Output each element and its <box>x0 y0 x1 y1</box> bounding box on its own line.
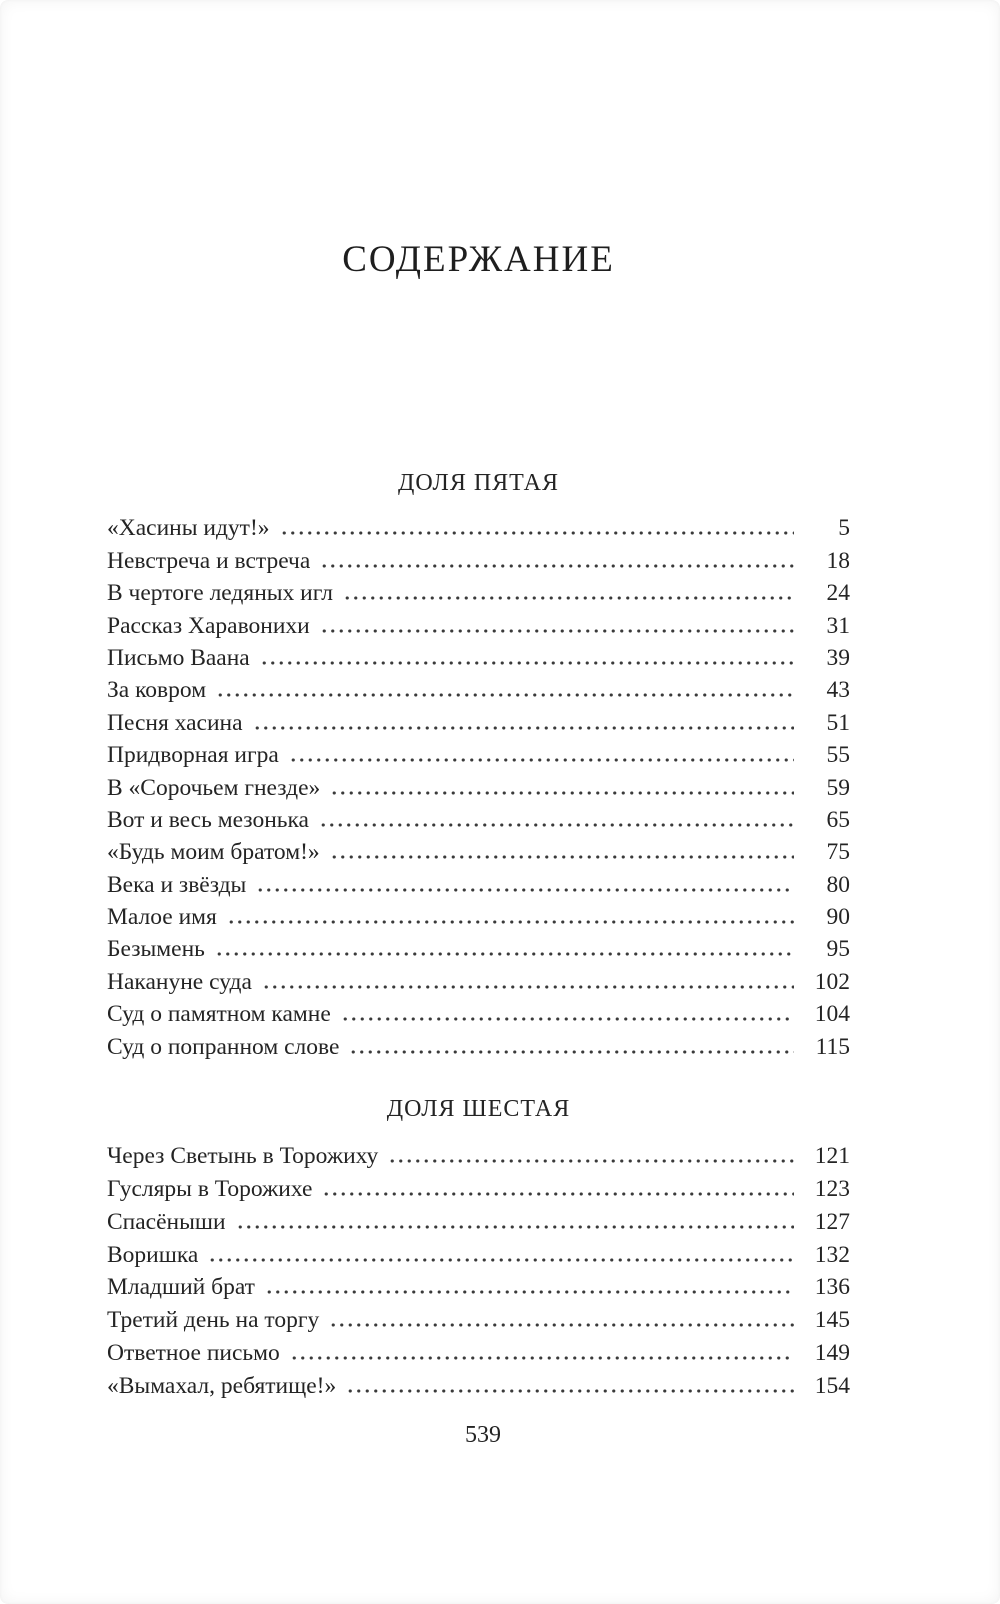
toc-entry-page: 121 <box>814 1142 850 1169</box>
toc-row <box>107 577 850 609</box>
toc-entry-title: Песня хасина <box>107 709 243 736</box>
toc-entry-page: 132 <box>814 1241 850 1268</box>
dot-leader <box>320 562 794 570</box>
toc-entry-title: Придворная игра <box>107 742 279 769</box>
toc-entry-page: 136 <box>814 1274 850 1301</box>
dot-leader <box>216 691 794 699</box>
dot-leader <box>330 853 794 861</box>
toc-entry-title: Века и звёзды <box>107 871 247 898</box>
toc-entry-title: «Будь моим братом!» <box>107 839 320 866</box>
toc-row <box>107 998 850 1030</box>
dot-leader <box>349 1048 794 1056</box>
dot-leader <box>236 1223 794 1231</box>
toc-row <box>107 609 850 641</box>
dot-leader <box>253 724 794 732</box>
toc-row <box>107 1369 850 1402</box>
toc-row <box>107 868 850 900</box>
toc-entry-page: 59 <box>826 774 850 801</box>
toc-row <box>107 739 850 771</box>
dot-leader <box>319 821 794 829</box>
dot-leader <box>322 1190 794 1198</box>
dot-leader <box>208 1256 794 1264</box>
toc-entry-title: Воришка <box>107 1241 199 1268</box>
toc-row <box>107 1303 850 1336</box>
toc-entry-page: 154 <box>814 1373 850 1400</box>
toc-entry-title: Младший брат <box>107 1274 255 1301</box>
toc-entry-page: 115 <box>815 1033 850 1060</box>
dot-leader <box>256 886 794 894</box>
toc-row <box>107 674 850 706</box>
dot-leader <box>290 1354 794 1362</box>
dot-leader <box>320 627 794 635</box>
dot-leader <box>265 1288 794 1296</box>
toc-row <box>107 706 850 738</box>
toc-entry-title: Накануне суда <box>107 968 252 995</box>
toc-entry-page: 104 <box>814 1001 850 1028</box>
toc-row <box>107 965 850 997</box>
toc-entry-page: 65 <box>826 806 850 833</box>
toc-entry-page: 18 <box>826 547 850 574</box>
toc-row <box>107 836 850 868</box>
toc-entry-title: Гусляры в Торожихе <box>107 1175 313 1202</box>
toc-entry-page: 102 <box>814 968 850 995</box>
toc-entry-title: В «Сорочьем гнезде» <box>107 774 321 801</box>
toc-entry-page: 75 <box>826 839 850 866</box>
toc-row <box>107 1139 850 1172</box>
toc-entry-page: 43 <box>826 677 850 704</box>
toc-entry-title: Рассказ Харавонихи <box>107 612 310 639</box>
dot-leader <box>260 659 794 667</box>
toc-entry-page: 123 <box>814 1175 850 1202</box>
toc-entry-page: 51 <box>826 709 850 736</box>
toc-entry-title: Безымень <box>107 936 205 963</box>
toc-entry-title: В чертоге ледяных игл <box>107 580 333 607</box>
toc-row <box>107 512 850 544</box>
toc-list-part-five <box>107 512 850 1063</box>
dot-leader <box>262 983 794 991</box>
toc-row <box>107 1238 850 1271</box>
toc-list-part-six <box>107 1139 850 1402</box>
dot-leader <box>341 1015 794 1023</box>
toc-entry-title: Ответное письмо <box>107 1340 280 1367</box>
toc-entry-title: «Хасины идут!» <box>107 515 270 542</box>
toc-row <box>107 544 850 576</box>
toc-entry-page: 149 <box>814 1340 850 1367</box>
toc-entry-page: 55 <box>826 742 850 769</box>
toc-row <box>107 1271 850 1304</box>
toc-row <box>107 642 850 674</box>
toc-row <box>107 1336 850 1369</box>
toc-entry-page: 145 <box>814 1307 850 1334</box>
page-title: СОДЕРЖАНИЕ <box>342 239 615 280</box>
toc-row <box>107 901 850 933</box>
toc-entry-title: Третий день на торгу <box>107 1307 320 1334</box>
toc-entry-title: Письмо Ваана <box>107 644 250 671</box>
dot-leader <box>215 950 794 958</box>
section-heading-part-five: ДОЛЯ ПЯТАЯ <box>398 470 559 496</box>
toc-row <box>107 1030 850 1062</box>
toc-entry-title: Вот и весь мезонька <box>107 806 309 833</box>
toc-entry-title: Малое имя <box>107 904 217 931</box>
toc-row <box>107 933 850 965</box>
toc-entry-title: Суд о попранном слове <box>107 1033 340 1060</box>
dot-leader <box>280 529 794 537</box>
toc-entry-page: 24 <box>826 580 850 607</box>
toc-entry-page: 31 <box>826 612 850 639</box>
toc-entry-page: 90 <box>826 904 850 931</box>
toc-entry-page: 127 <box>814 1208 850 1235</box>
toc-row <box>107 804 850 836</box>
dot-leader <box>343 594 794 602</box>
dot-leader <box>330 789 794 797</box>
toc-entry-page: 5 <box>838 515 850 542</box>
toc-entry-title: Через Светынь в Торожиху <box>107 1142 379 1169</box>
section-heading-part-six: ДОЛЯ ШЕСТАЯ <box>386 1096 571 1122</box>
toc-entry-page: 80 <box>826 871 850 898</box>
toc-entry-title: «Вымахал, ребятище!» <box>107 1373 337 1400</box>
toc-row <box>107 1205 850 1238</box>
folio-page-number: 539 <box>465 1422 501 1448</box>
toc-row <box>107 771 850 803</box>
dot-leader <box>227 918 794 926</box>
dot-leader <box>289 756 794 764</box>
dot-leader <box>346 1387 794 1395</box>
toc-entry-page: 95 <box>826 936 850 963</box>
toc-row <box>107 1172 850 1205</box>
toc-entry-page: 39 <box>826 644 850 671</box>
toc-entry-title: Спасёныши <box>107 1208 226 1235</box>
dot-leader <box>329 1321 794 1329</box>
toc-entry-title: За ковром <box>107 677 207 704</box>
toc-entry-title: Суд о памятном камне <box>107 1001 331 1028</box>
toc-entry-title: Невстреча и встреча <box>107 547 311 574</box>
dot-leader <box>388 1157 794 1165</box>
